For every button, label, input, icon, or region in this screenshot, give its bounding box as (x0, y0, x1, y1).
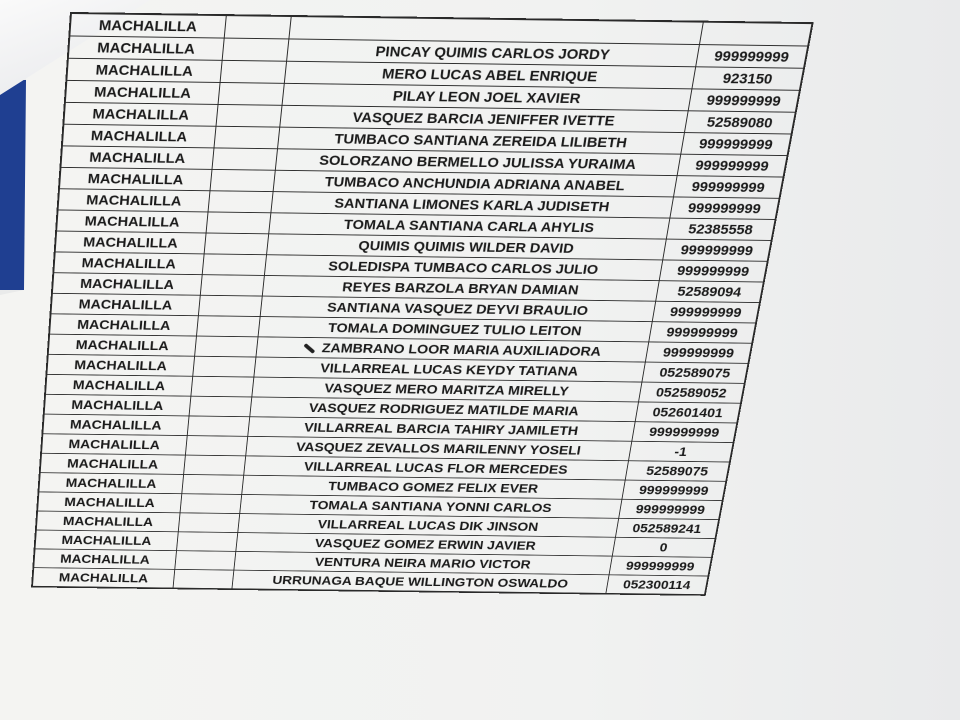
blank-cell (218, 82, 284, 105)
person-name: SOLORZANO BERMELLO JULISSA YURAIMA (318, 152, 638, 173)
phone-number-cell: 999999999 (670, 197, 780, 220)
location-cell: MACHALILLA (66, 58, 222, 82)
blank-cell (202, 254, 266, 276)
blank-cell (222, 38, 289, 61)
location-cell: MACHALILLA (58, 189, 210, 212)
blank-cell (204, 233, 269, 255)
person-name: VILLARREAL LUCAS KEYDY TATIANA (319, 360, 580, 379)
pen-mark-icon (304, 343, 316, 354)
phone-number-cell: -1 (629, 441, 734, 462)
phone-number-cell: 52385558 (666, 218, 775, 240)
blank-cell (214, 126, 280, 149)
person-name: PILAY LEON JOEL XAVIER (391, 87, 582, 107)
person-name: QUIMIS QUIMIS WILDER DAVID (357, 237, 575, 257)
blank-cell (195, 336, 258, 357)
blank-cell (175, 551, 236, 570)
blank-cell (185, 436, 247, 456)
blank-cell (180, 494, 242, 514)
blank-cell (193, 356, 256, 377)
person-name: TUMBACO SANTIANA ZEREIDA LILIBETH (333, 130, 629, 151)
phone-number-cell: 999999999 (677, 154, 787, 177)
phone-number-cell: 923150 (692, 67, 804, 91)
location-cell: MACHALILLA (69, 13, 226, 38)
blank-cell (210, 169, 275, 191)
location-cell: MACHALILLA (62, 124, 216, 148)
phone-number-cell (699, 22, 812, 46)
location-cell: MACHALILLA (32, 568, 175, 589)
blank-cell (178, 513, 239, 533)
location-cell: MACHALILLA (33, 549, 176, 570)
blank-cell (224, 15, 291, 39)
blank-cell (206, 212, 271, 234)
person-name: REYES BARZOLA BRYAN DAMIAN (341, 279, 580, 298)
phone-number-cell: 999999999 (619, 499, 723, 519)
location-cell: MACHALILLA (37, 492, 182, 513)
location-cell: MACHALILLA (49, 314, 198, 336)
phone-number-cell: 052589075 (642, 362, 749, 383)
person-name: VILLARREAL LUCAS FLOR MERCEDES (303, 459, 569, 477)
person-name: PINCAY QUIMIS CARLOS JORDY (374, 43, 612, 63)
blank-cell (187, 416, 250, 436)
person-name: TUMBACO GOMEZ FELIX EVER (327, 478, 540, 496)
location-cell: MACHALILLA (56, 210, 208, 233)
person-name: VASQUEZ RODRIGUEZ MATILDE MARIA (308, 400, 580, 419)
person-name: VASQUEZ BARCIA JENIFFER IVETTE (351, 109, 616, 129)
person-name: MERO LUCAS ABEL ENRIQUE (381, 65, 599, 85)
person-name: ZAMBRANO LOOR MARIA AUXILIADORA (321, 340, 603, 359)
phone-number-cell: 999999999 (632, 422, 737, 443)
blank-cell (216, 104, 282, 127)
blank-cell (184, 455, 246, 475)
location-cell: MACHALILLA (48, 334, 197, 356)
blank-cell (191, 376, 254, 397)
location-cell: MACHALILLA (40, 453, 186, 474)
phone-number-cell: 999999999 (649, 322, 756, 344)
person-name: SANTIANA LIMONES KARLA JUDISETH (333, 195, 611, 215)
blank-cell (189, 396, 252, 417)
phone-number-cell: 999999999 (673, 176, 783, 199)
location-cell: MACHALILLA (44, 394, 191, 416)
phone-number-cell: 999999999 (659, 260, 767, 282)
person-name: VASQUEZ MERO MARITZA MIRELLY (323, 380, 570, 399)
location-cell: MACHALILLA (65, 80, 220, 104)
phone-number-cell: 052589052 (639, 382, 745, 403)
location-cell: MACHALILLA (60, 146, 214, 170)
person-name: VILLARREAL BARCIA TAHIRY JAMILETH (303, 420, 580, 439)
location-cell: MACHALILLA (52, 273, 202, 296)
phone-number-cell: 999999999 (688, 89, 800, 112)
person-name: TOMALA SANTIANA CARLA AHYLIS (343, 216, 596, 236)
person-name: URRUNAGA BAQUE WILLINGTON OSWALDO (271, 573, 570, 591)
person-name: VILLARREAL LUCAS DIK JINSON (316, 517, 540, 534)
phone-number-cell: 52589075 (625, 461, 730, 482)
blank-cell (173, 569, 234, 589)
phone-number-cell: 052601401 (635, 402, 741, 423)
person-name: VASQUEZ GOMEZ ERWIN JAVIER (314, 535, 537, 553)
person-name: SOLEDISPA TUMBACO CARLOS JULIO (327, 258, 600, 278)
document-sheet (31, 12, 814, 596)
location-cell: MACHALILLA (46, 354, 194, 376)
phone-number-cell: 0 (612, 537, 715, 557)
location-cell: MACHALILLA (35, 530, 179, 551)
phone-number-cell: 052300114 (606, 575, 709, 595)
location-cell: MACHALILLA (38, 473, 183, 494)
blank-cell (196, 316, 260, 337)
phone-number-cell: 999999999 (622, 480, 726, 500)
location-cell: MACHALILLA (68, 36, 224, 60)
phone-number-cell: 999999999 (663, 239, 772, 261)
location-cell: MACHALILLA (55, 231, 206, 254)
table-body (32, 13, 812, 595)
location-cell: MACHALILLA (45, 374, 193, 396)
person-name: TOMALA SANTIANA YONNI CARLOS (308, 497, 553, 515)
location-cell: MACHALILLA (42, 414, 189, 435)
blank-cell (208, 191, 273, 213)
person-name: TUMBACO ANCHUNDIA ADRIANA ANABEL (323, 173, 627, 194)
phone-number-cell: 999999999 (696, 45, 809, 69)
phone-number-cell: 052589241 (615, 518, 719, 538)
phone-number-cell: 999999999 (645, 342, 752, 363)
phone-number-cell: 999999999 (652, 301, 760, 323)
location-cell: MACHALILLA (51, 293, 201, 315)
location-cell: MACHALILLA (41, 434, 187, 455)
name-cell (232, 570, 609, 594)
location-cell: MACHALILLA (59, 167, 212, 190)
location-cell: MACHALILLA (36, 511, 180, 532)
location-cell: MACHALILLA (63, 102, 218, 126)
blank-cell (182, 474, 244, 494)
participants-table (31, 12, 814, 596)
location-cell: MACHALILLA (53, 252, 204, 275)
blank-cell (212, 148, 278, 170)
phone-number-cell: 52589080 (684, 111, 795, 134)
phone-number-cell: 999999999 (681, 133, 792, 156)
blue-folder-edge (0, 80, 26, 290)
blank-cell (198, 295, 262, 316)
blank-cell (200, 275, 264, 296)
person-name: SANTIANA VASQUEZ DEYVI BRAULIO (326, 299, 590, 319)
blank-cell (220, 60, 287, 83)
person-name: VASQUEZ ZEVALLOS MARILENNY YOSELI (295, 439, 582, 458)
person-name: TOMALA DOMINGUEZ TULIO LEITON (327, 320, 583, 339)
blank-cell (177, 532, 238, 552)
phone-number-cell: 999999999 (609, 556, 712, 576)
phone-number-cell: 52589094 (656, 281, 764, 303)
person-name: VENTURA NEIRA MARIO VICTOR (314, 554, 532, 572)
